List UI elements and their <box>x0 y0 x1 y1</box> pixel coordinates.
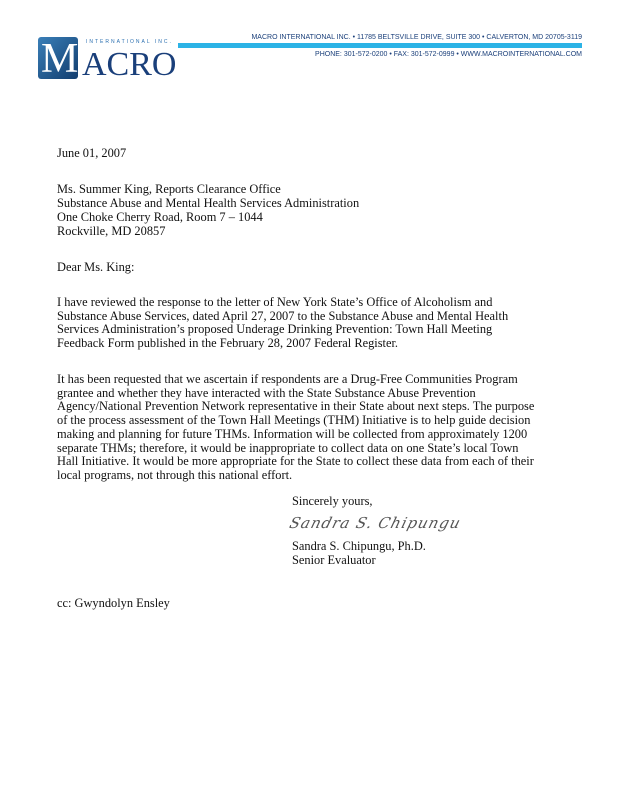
salutation: Dear Ms. King: <box>57 260 135 274</box>
recipient-line: Rockville, MD 20857 <box>57 224 166 238</box>
recipient-line: One Choke Cherry Road, Room 7 – 1044 <box>57 210 263 224</box>
paragraph-line: making and planning for future THMs. Information will be collected from approximately 1200 <box>57 426 528 441</box>
paragraph-line: separate THMs; therefore, it would be inappropriate to collect data on one State’s local Town <box>57 440 519 455</box>
paragraph-line: Feedback Form published in the February 28, 2007 Federal Register. <box>57 336 399 351</box>
logo-letter: M <box>41 36 79 82</box>
logo-text: ACRO <box>82 46 177 83</box>
paragraph-line: Substance Abuse Services, dated April 27, 2007 to the Substance Abuse and Mental Health <box>57 308 509 323</box>
paragraph-line: Agency/National Prevention Network representative in their State about next steps. The purpose <box>57 399 535 414</box>
paragraph-line: It has been requested that we ascertain if respondents are a Drug-Free Communities Program <box>57 372 518 386</box>
letterhead-address: MACRO INTERNATIONAL INC. • 11785 BELTSVILLE DRIVE, SUITE 300 • CALVERTON, MD 20705-3119 <box>251 34 582 41</box>
paragraph-line: I have reviewed the response to the letter of New York State’s Office of Alcoholism and <box>57 295 493 309</box>
letterhead-contact: PHONE: 301-572-0200 • FAX: 301-572-0999 • WWW.MACROINTERNATIONAL.COM <box>315 51 582 58</box>
header-rule <box>178 43 582 48</box>
paragraph-line: local programs, not through this national effort. <box>57 467 293 482</box>
recipient-line: Ms. Summer King, Reports Clearance Office <box>57 182 281 196</box>
paragraph-line: Services Administration’s proposed Underage Drinking Prevention: Town Hall Meeting <box>57 322 493 337</box>
logo-subtext: INTERNATIONAL INC. <box>86 39 173 45</box>
letter-date: June 01, 2007 <box>57 146 127 160</box>
paragraph-line: grantee and whether they have interacted with the State Substance Abuse Prevention <box>57 385 476 400</box>
signer-name: Sandra S. Chipungu, Ph.D. <box>292 539 426 553</box>
paragraph-line: of the process assessment of the Town Hall Meetings (THM) Initiative is to help guide decision <box>57 413 531 428</box>
signature-image: Sandra S. Chipungu <box>287 514 464 532</box>
paragraph-line: Hall Initiative. It would be more appropriate for the State to collect these data from each of their <box>57 454 534 469</box>
closing: Sincerely yours, <box>292 494 373 508</box>
recipient-line: Substance Abuse and Mental Health Services Administration <box>57 196 360 210</box>
signer-title: Senior Evaluator <box>292 553 376 567</box>
cc-line: cc: Gwyndolyn Ensley <box>57 596 170 610</box>
